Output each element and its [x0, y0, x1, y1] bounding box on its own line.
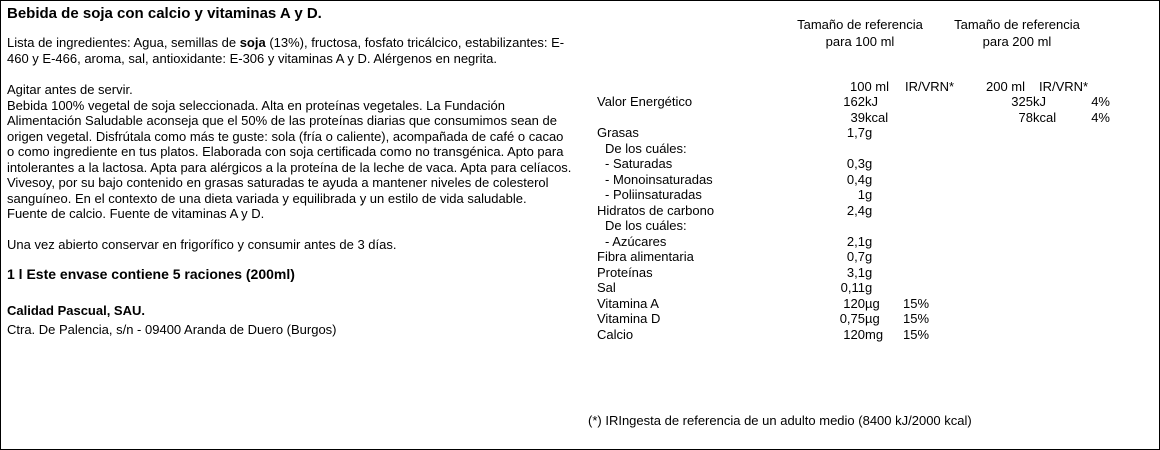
nutrient-name: - Monoinsaturadas — [605, 171, 713, 187]
nutrient-name: Vitamina D — [597, 311, 661, 326]
unit-100ml: g — [865, 202, 873, 218]
value-100ml: 0,3 — [846, 156, 865, 171]
ref-header-200-line1: Tamaño de referencia — [954, 17, 1080, 32]
ir-200ml — [1073, 296, 1110, 312]
ingredients-text — [7, 35, 572, 66]
value-100ml: 1 — [857, 187, 865, 202]
value-100ml: 39 — [850, 109, 865, 125]
col-ir-100: IR/VRN* — [905, 79, 955, 94]
ir-200ml — [1073, 265, 1110, 281]
product-info — [7, 5, 572, 337]
ir-200ml — [1073, 187, 1110, 203]
value-200ml — [988, 141, 1033, 157]
shake-instruction: Agitar antes de servir. — [7, 82, 133, 97]
ref-header-100-line1: Tamaño de referencia — [797, 17, 923, 32]
unit-200ml — [1033, 141, 1073, 157]
nutrient-name: - Azúcares — [605, 233, 667, 249]
unit-100ml: g — [865, 233, 873, 249]
company-address: Ctra. De Palencia, s/n - 09400 Aranda de Duero (Burgos) — [7, 321, 337, 337]
ir-100ml — [903, 125, 988, 141]
unit-200ml — [1033, 234, 1073, 250]
ir-200ml — [1073, 141, 1110, 157]
value-100ml — [813, 218, 865, 234]
unit-100ml: g — [865, 264, 873, 280]
nutrient-name: Fibra alimentaria — [597, 249, 694, 264]
unit-200ml — [1033, 172, 1073, 188]
value-200ml — [988, 172, 1033, 188]
product-title: Bebida de soja con calcio y vitaminas A y D. — [7, 5, 322, 22]
ir-100ml: 15% — [903, 326, 930, 342]
nutrient-name: Sal — [597, 280, 616, 295]
value-100ml: 3,1 — [846, 264, 865, 280]
unit-200ml: kcal — [1033, 109, 1057, 125]
nutrient-row — [597, 327, 1110, 343]
value-100ml: 1,7 — [846, 125, 865, 140]
nutrient-row — [597, 296, 1110, 312]
nutrient-row — [597, 203, 1110, 219]
value-100ml: 120 — [843, 326, 865, 342]
nutrient-name: Vitamina A — [597, 295, 659, 311]
ir-200ml — [1073, 280, 1110, 296]
nutrient-row — [597, 234, 1110, 250]
value-100ml: 0,4 — [846, 171, 865, 187]
nutrient-row — [597, 249, 1110, 265]
ir-200ml — [1073, 311, 1110, 327]
ref-header-100 — [784, 16, 936, 50]
ir-100ml — [903, 203, 988, 219]
value-200ml — [988, 249, 1033, 265]
value-100ml — [813, 141, 865, 157]
nutrient-name: De los cuáles: — [605, 218, 687, 233]
nutrient-row — [597, 141, 1110, 157]
value-200ml — [988, 218, 1033, 234]
value-100ml: 120 — [843, 295, 865, 311]
ir-100ml — [903, 172, 988, 188]
nutrient-name: - Poliinsaturadas — [605, 187, 702, 202]
col-ir-200: IR/VRN* — [1039, 79, 1089, 94]
ir-200ml — [1073, 327, 1110, 343]
ref-header-100-line2: para 100 ml — [825, 34, 895, 49]
value-200ml — [988, 187, 1033, 203]
value-100ml: 2,1 — [846, 233, 865, 249]
ir-200ml — [1073, 203, 1110, 219]
unit-200ml — [1033, 327, 1073, 343]
allergen-soja: soja — [239, 35, 266, 50]
unit-100ml: µg — [865, 295, 880, 311]
unit-100ml: g — [865, 280, 873, 295]
unit-200ml — [1033, 125, 1073, 141]
nutrient-name: Valor Energético — [597, 94, 693, 109]
nutrient-name — [597, 110, 813, 126]
value-200ml — [988, 156, 1033, 172]
unit-100ml: g — [865, 125, 873, 140]
value-200ml — [988, 311, 1033, 327]
nutrient-row — [597, 125, 1110, 141]
nutrient-row — [597, 94, 1110, 110]
ingredients-suffix: (13%), fructosa, fosfato tricálcico, estabilizantes: E-460 y E-466, aroma, sal, antioxidante: E-306 y vitaminas A y D. Alérgenos en negrita. — [7, 35, 565, 66]
nutrient-row — [597, 187, 1110, 203]
ir-200ml — [1073, 249, 1110, 265]
ir-100ml — [903, 110, 988, 126]
unit-100ml — [865, 141, 903, 157]
product-description: Bebida 100% vegetal de soja seleccionada. Alta en proteínas vegetales. La Fundación Alimentación Saludable aconseja que el 50% de las proteínas diarias que consumimos sean de origen vegetal. Disfrútala como más te guste: sola (fría o caliente), acompañada de café o cacao o como ingrediente en tus platos. Elaborada con soja certificada como no transgénica. Apto para intolerantes a la lactosa. Apta para alérgicos a la proteína de la leche de vaca. Apta para celíacos. Vivesoy, por su bajo contenido en grasas saturadas te ayuda a mantener niveles de colesterol sanguíneo. En el contexto de una dieta variada y equilibrada y un estilo de vida saludable. — [7, 97, 572, 206]
nutrition-table — [597, 94, 1110, 342]
unit-100ml: kcal — [865, 109, 889, 125]
nutrient-name: Calcio — [597, 326, 634, 342]
nutrient-row — [597, 218, 1110, 234]
unit-100ml: g — [865, 171, 873, 187]
ir-100ml — [903, 156, 988, 172]
instructions-block — [7, 82, 572, 222]
ref-header-200-line2: para 200 ml — [982, 34, 1052, 49]
nutrient-row — [597, 110, 1110, 126]
unit-200ml — [1033, 203, 1073, 219]
ir-200ml — [1073, 125, 1110, 141]
value-200ml — [988, 327, 1033, 343]
unit-200ml — [1033, 156, 1073, 172]
value-100ml: 0,7 — [846, 249, 865, 264]
ir-200ml — [1073, 218, 1110, 234]
unit-200ml — [1033, 311, 1073, 327]
col-100ml: 100 ml — [850, 79, 890, 94]
nutrition-panel — [588, 16, 1156, 441]
nutrient-row — [597, 311, 1110, 327]
ir-200ml — [1073, 234, 1110, 250]
ir-100ml — [903, 187, 988, 203]
value-200ml — [988, 125, 1033, 141]
ir-100ml — [903, 94, 988, 110]
ir-footnote: (*) IRIngesta de referencia de un adulto medio (8400 kJ/2000 kcal) — [588, 413, 972, 428]
value-200ml — [988, 234, 1033, 250]
unit-200ml — [1033, 280, 1073, 296]
nutrient-row — [597, 156, 1110, 172]
ir-100ml — [903, 218, 988, 234]
ir-100ml — [903, 234, 988, 250]
nutrient-name: Hidratos de carbono — [597, 202, 715, 218]
ir-100ml: 15% — [903, 295, 930, 311]
value-200ml — [988, 265, 1033, 281]
unit-100ml: g — [865, 156, 873, 171]
unit-100ml: g — [865, 249, 873, 264]
value-200ml — [988, 203, 1033, 219]
unit-100ml: µg — [865, 311, 880, 326]
nutrient-name: Proteínas — [597, 264, 653, 280]
nutrient-row — [597, 280, 1110, 296]
value-200ml: 78 — [1018, 109, 1033, 125]
ir-100ml — [903, 265, 988, 281]
ir-200ml: 4% — [1091, 94, 1110, 109]
ref-header-200 — [934, 16, 1100, 50]
ir-200ml: 4% — [1091, 109, 1110, 125]
value-200ml: 325 — [1011, 94, 1033, 109]
ir-100ml — [903, 141, 988, 157]
value-200ml — [988, 296, 1033, 312]
nutrient-row — [597, 265, 1110, 281]
ir-200ml — [1073, 156, 1110, 172]
ir-100ml — [903, 249, 988, 265]
unit-200ml — [1033, 218, 1073, 234]
unit-100ml: g — [865, 187, 873, 202]
portion-info: 1 l Este envase contiene 5 raciones (200ml) — [7, 266, 295, 282]
ir-100ml: 15% — [903, 311, 930, 326]
unit-100ml: mg — [865, 326, 884, 342]
ingredients-prefix: Lista de ingredientes: Agua, semillas de — [7, 35, 240, 50]
unit-100ml — [865, 218, 903, 234]
col-200ml: 200 ml — [986, 79, 1026, 94]
company-name: Calidad Pascual, SAU. — [7, 303, 145, 318]
unit-200ml — [1033, 296, 1073, 312]
nutrition-claim: Fuente de calcio. Fuente de vitaminas A y D. — [7, 206, 265, 221]
unit-200ml — [1033, 187, 1073, 203]
unit-200ml — [1033, 249, 1073, 265]
value-100ml: 2,4 — [846, 202, 865, 218]
nutrient-name: Grasas — [597, 125, 639, 140]
ir-200ml — [1073, 172, 1110, 188]
unit-200ml: kJ — [1033, 94, 1046, 109]
ir-100ml — [903, 280, 988, 296]
value-100ml: 162 — [843, 94, 865, 109]
nutrient-row — [597, 172, 1110, 188]
unit-200ml — [1033, 265, 1073, 281]
nutrient-name: - Saturadas — [605, 156, 673, 171]
unit-100ml: kJ — [865, 94, 878, 109]
value-100ml: 0,11 — [840, 280, 865, 295]
conservation-text: Una vez abierto conservar en frigorífico y consumir antes de 3 días. — [7, 236, 397, 252]
value-100ml: 0,75 — [839, 311, 865, 326]
nutrient-name: De los cuáles: — [605, 140, 687, 156]
value-200ml — [988, 280, 1033, 296]
